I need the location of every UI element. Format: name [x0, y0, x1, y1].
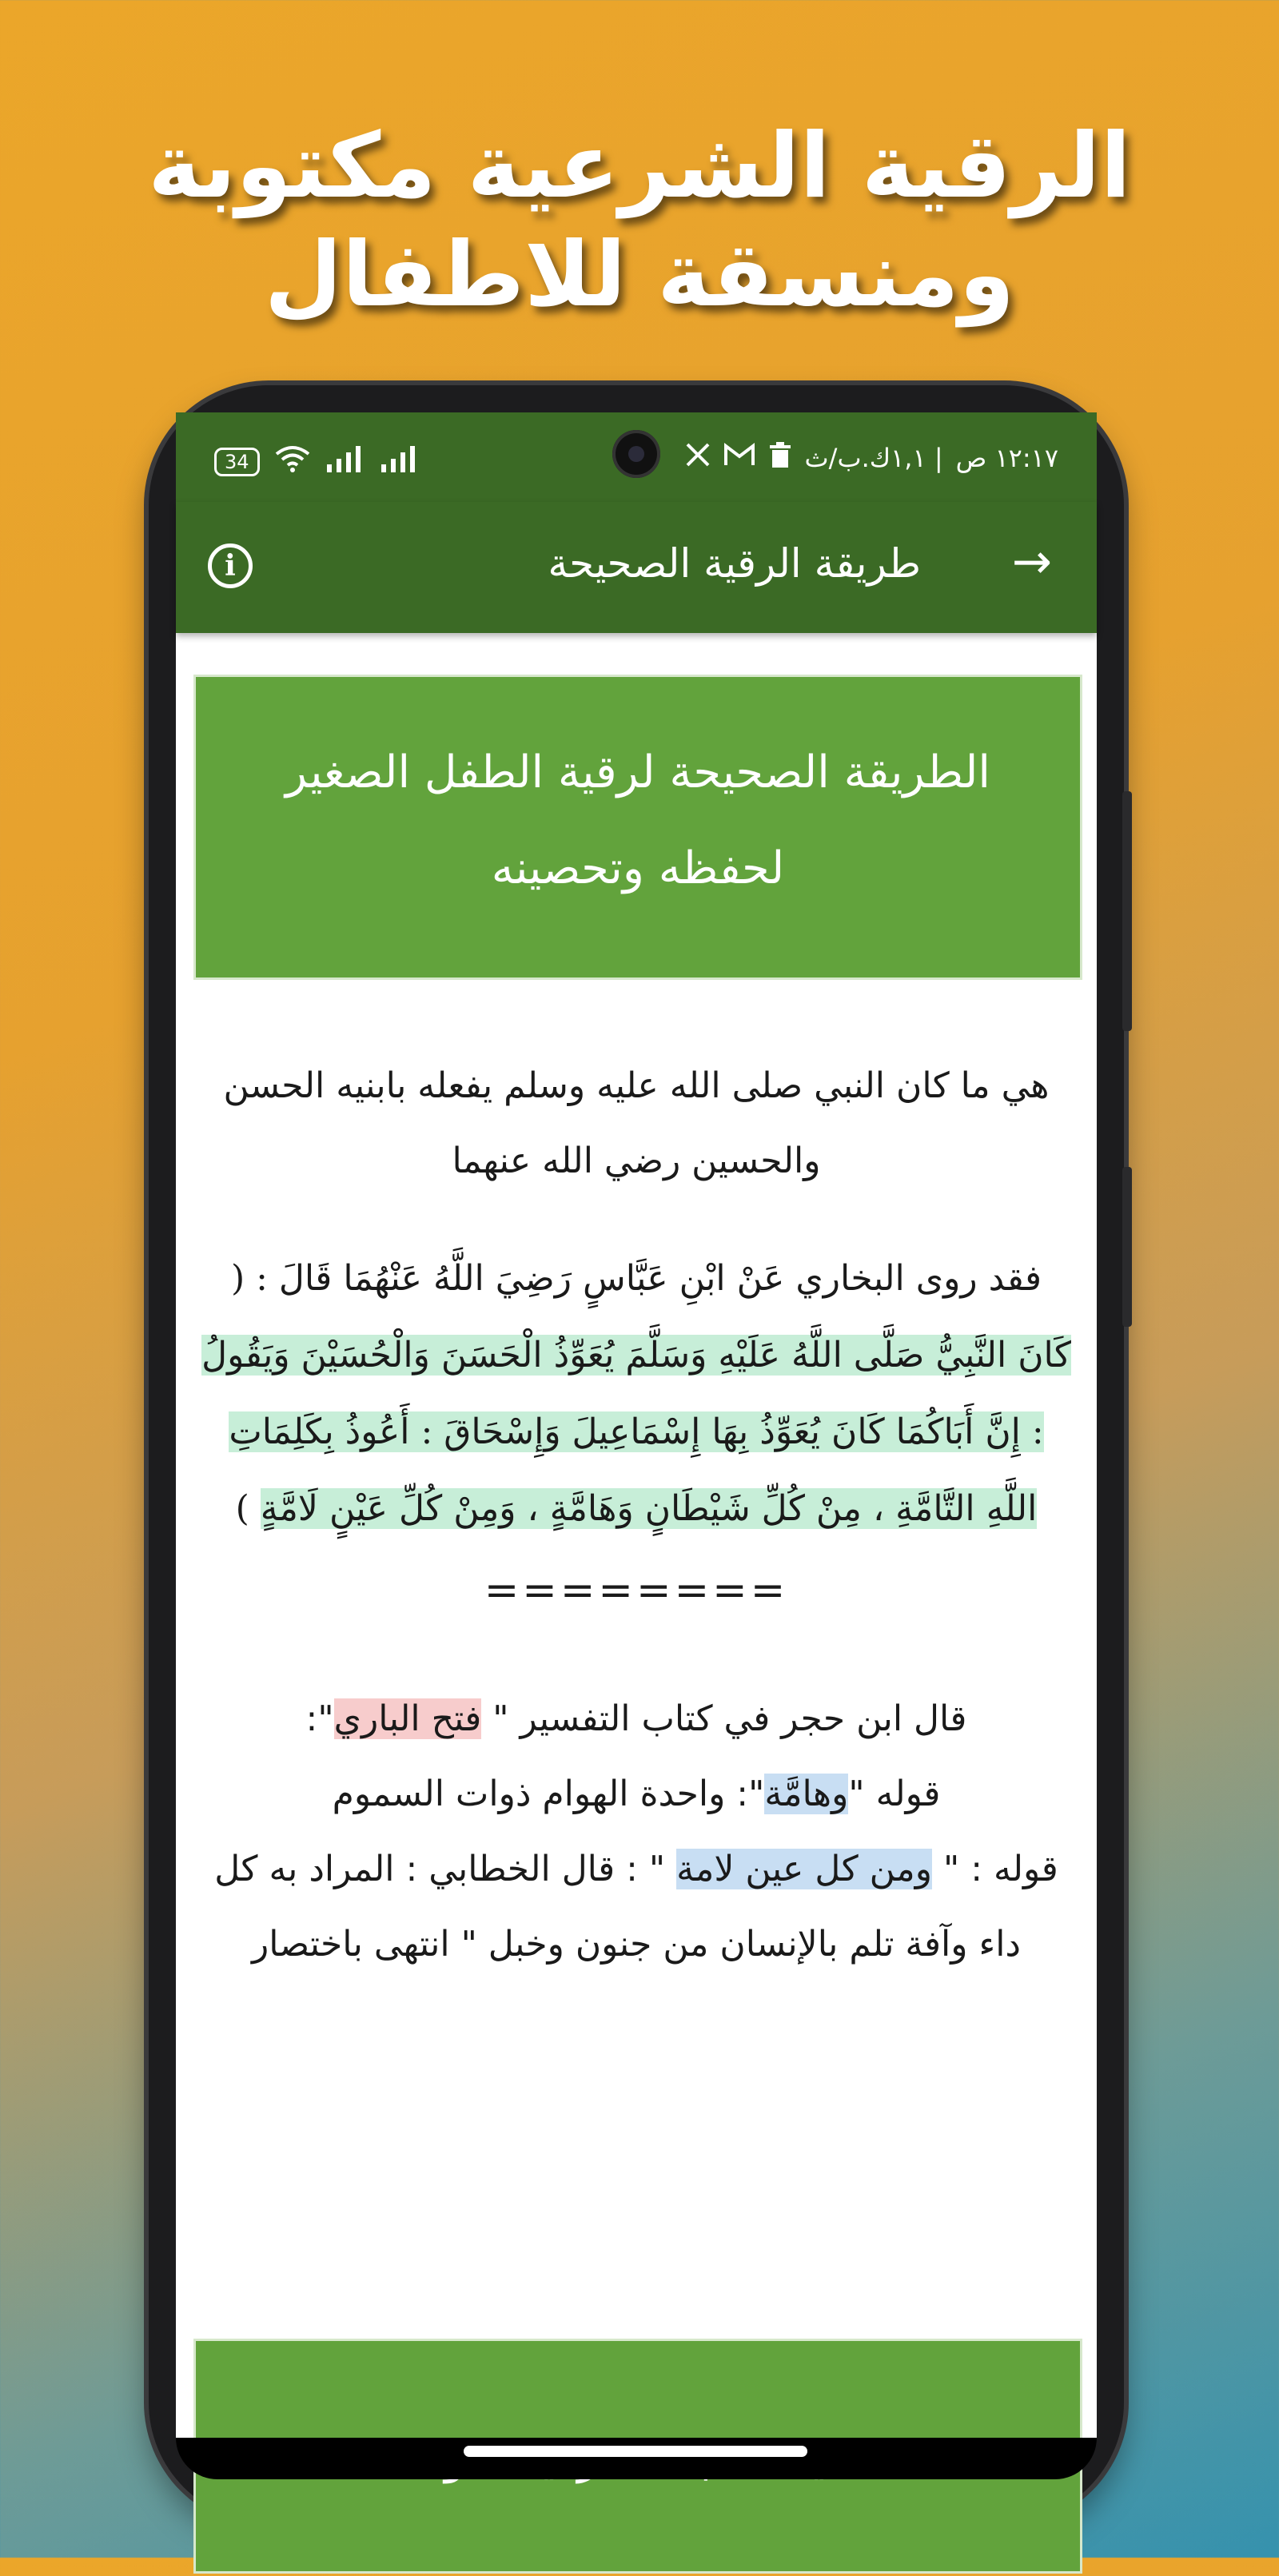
commentary-line1 — [200, 1682, 1073, 1757]
power-button — [1122, 791, 1132, 1031]
header-box — [193, 675, 1082, 980]
fath-albari-highlight: فتح الباري — [333, 1698, 482, 1739]
intro-paragraph: هي ما كان النبي صلى الله عليه وسلم يفعله بابنيه الحسن والحسين رضي الله عنهما — [223, 1065, 1050, 1181]
status-bar — [176, 412, 1097, 502]
promo-title-line2: ومنسقة للاطفال — [264, 223, 1015, 327]
header-box-line2: لحفظه وتحصينه — [491, 842, 785, 894]
commentary-line2-text: قوله " — [848, 1774, 941, 1814]
commentary-line3-text: قوله : " — [931, 1849, 1058, 1889]
hadith-close: ) — [235, 1488, 249, 1529]
volume-button — [1122, 1167, 1132, 1327]
back-arrow-icon[interactable]: → — [1011, 534, 1052, 590]
wifi-icon — [274, 444, 311, 480]
info-icon[interactable]: i — [208, 543, 253, 588]
app-bar — [176, 502, 1097, 633]
promo-title — [0, 112, 1279, 329]
gmail-icon — [723, 443, 755, 473]
commentary-line3 — [200, 1832, 1073, 1982]
front-camera — [612, 430, 660, 478]
phone-screen — [176, 412, 1097, 2438]
signal-icon-2 — [380, 445, 420, 479]
hadith-text: كَانَ النَّبِيُّ صَلَّى اللَّهُ عَلَيْهِ وَسَلَّمَ يُعَوِّذُ الْحَسَنَ وَالْحُسَيْنَ وَيَقُولُ : إِنَّ أَبَاكُمَا كَانَ يُعَوِّذُ بِهَا إِسْمَاعِيلَ وَإِسْحَاقَ : أَعُوذُ بِكَلِمَاتِ اللَّهِ التَّامَّةِ ، مِنْ كُلِّ شَيْطَانٍ وَهَامَّةٍ ، وَمِنْ كُلِّ عَيْنٍ لَامَّةٍ — [201, 1335, 1071, 1529]
status-time: ١٢:١٧ ص — [955, 443, 1058, 473]
commentary-line1-text: قال ابن حجر في كتاب التفسير " — [481, 1698, 967, 1739]
commentary-paragraph — [200, 1682, 1073, 1982]
navigation-bar — [176, 2438, 1097, 2479]
article-content — [176, 633, 1097, 2438]
commentary-line2 — [200, 1757, 1073, 1832]
commentary-line2-end: ": واحدة الهوام ذوات السموم — [332, 1774, 765, 1814]
evil-eye-highlight: ومن كل عين لامة — [676, 1849, 932, 1889]
separator: ======== — [484, 1567, 789, 1614]
x-icon — [685, 442, 711, 474]
hadith-paragraph — [200, 1240, 1073, 1547]
hamma-highlight: وهامَّة — [764, 1774, 849, 1814]
promo-title-line1: الرقية الشرعية مكتوبة — [148, 114, 1131, 218]
hadith-intro: فقد روى البخاري عَنْ ابْنِ عَبَّاسٍ رَضِيَ اللَّهُ عَنْهُمَا قَالَ : ( — [230, 1258, 1042, 1299]
page-title: طريقة الرقية الصحيحة — [548, 540, 921, 587]
header-box-line1: الطريقة الصحيحة لرقية الطفل الصغير — [285, 747, 990, 798]
commentary-line1-end: ": — [305, 1698, 334, 1739]
status-icons-left — [214, 444, 420, 480]
status-info-right — [685, 441, 1058, 475]
commentary-line3-end: " : قال الخطابي : المراد به كل داء وآفة تلم بالإنسان من جنون وخبل " انتهى باختصار — [214, 1849, 1022, 1965]
battery-icon: 34 — [214, 448, 260, 476]
signal-icon — [325, 445, 365, 479]
status-speed: | ١,١ك.ب/ث — [804, 443, 943, 473]
home-indicator[interactable] — [464, 2446, 807, 2457]
trash-icon — [768, 441, 792, 475]
